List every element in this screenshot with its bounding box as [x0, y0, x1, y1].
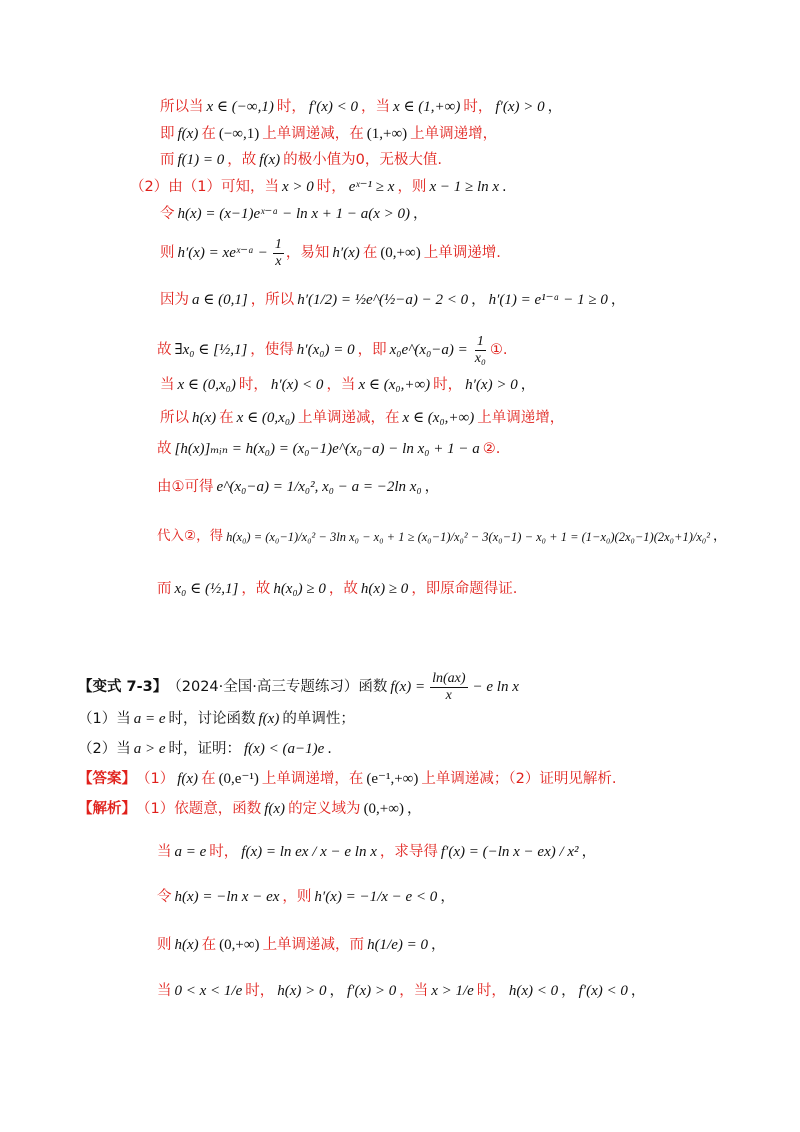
- math: f(x): [259, 152, 281, 168]
- solution-line: [157, 335, 508, 366]
- answer-line: [78, 772, 616, 787]
- text: 时，: [209, 844, 239, 861]
- denominator: x: [275, 254, 282, 269]
- math: (0,+∞): [363, 801, 404, 817]
- solution-line: [160, 411, 564, 426]
- math: f(x) =: [390, 679, 426, 695]
- math: f′(x) < 0: [578, 983, 628, 999]
- math: h(x₀) ≥ 0: [273, 581, 326, 597]
- text: 而: [157, 581, 172, 598]
- math: h′(x) > 0: [465, 377, 518, 393]
- text: 令: [160, 206, 175, 223]
- text: ，当: [326, 377, 356, 394]
- text: ，: [610, 292, 626, 309]
- text: ，当: [361, 99, 391, 116]
- text: 由①可得: [157, 479, 214, 496]
- text: ，使得: [250, 342, 294, 359]
- text: ，: [471, 292, 486, 309]
- math: f′(x) < 0: [308, 99, 359, 115]
- answer-label: 【答案】: [78, 771, 136, 788]
- text: ，故: [328, 581, 358, 598]
- text: 当: [157, 844, 172, 861]
- math: h(x) = (x−1)eˣ⁻ᵃ − ln x + 1 − a(x > 0): [177, 206, 411, 222]
- text: ，易知: [285, 245, 330, 262]
- math: x₀e^(x₀−a) =: [389, 342, 468, 358]
- text: 上单调递减；（2）证明见解析.: [421, 771, 617, 788]
- analysis-line: [157, 845, 596, 860]
- math: (0,+∞): [380, 245, 421, 261]
- text: 而: [160, 152, 175, 169]
- math: (−∞,1): [218, 126, 260, 142]
- numerator: ln(ax): [432, 671, 466, 686]
- math: f(1) = 0: [177, 152, 225, 168]
- text: 在: [362, 245, 378, 262]
- text: ，: [406, 801, 422, 818]
- text: ，即原命题得证.: [411, 581, 518, 598]
- text: （2024·全国·高三专题练习）函数: [167, 679, 388, 696]
- math: f(x): [264, 801, 286, 817]
- denominator: x₀: [474, 351, 486, 366]
- text: 的极小值为0，无极大值.: [283, 152, 442, 169]
- analysis-label: 【解析】: [78, 801, 136, 818]
- math: e^(x₀−a) = 1/x₀², x₀ − a = −2ln x₀: [216, 479, 422, 495]
- math: f(x) = ln ex / x − e ln x: [241, 844, 377, 860]
- fraction: [430, 672, 467, 703]
- math: (0,+∞): [219, 937, 260, 953]
- text: ，则: [282, 889, 312, 906]
- text: 上单调递减，在: [262, 126, 364, 143]
- analysis-line: [157, 938, 446, 953]
- text: 所以当: [160, 99, 204, 116]
- text: 在: [219, 410, 234, 427]
- text: ，: [547, 99, 563, 116]
- math: x ∈ (−∞,1): [206, 99, 274, 115]
- math: h(x) = −ln x − ex: [174, 889, 280, 905]
- math: x ∈ (0,x₀): [236, 410, 296, 426]
- math: h(1/e) = 0: [367, 937, 428, 953]
- text: 时，: [316, 179, 346, 196]
- text: 则: [157, 937, 172, 954]
- math: h(x) < 0: [508, 983, 559, 999]
- math: f(x): [258, 711, 280, 727]
- text: ，: [413, 206, 428, 223]
- numerator: 1: [274, 237, 282, 252]
- solution-line: [157, 582, 517, 597]
- math: a ∈ (0,1]: [192, 292, 248, 308]
- text: 时，讨论函数: [168, 711, 256, 728]
- numerator: 1: [476, 334, 484, 349]
- question-line: [78, 742, 332, 757]
- text: ，即: [357, 342, 387, 359]
- math: x₀ ∈ (½,1]: [174, 581, 239, 597]
- text: 时，: [245, 983, 275, 1000]
- math: h′(1/2) = ½e^(½−a) − 2 < 0: [297, 292, 469, 308]
- math: h(x): [174, 937, 199, 953]
- math: h′(x) < 0: [270, 377, 324, 393]
- text: 时，: [463, 99, 493, 116]
- text: 时，: [433, 377, 463, 394]
- math: h′(x) = −1/x − e < 0: [314, 889, 438, 905]
- math: [h(x)]ₘᵢₙ = h(x₀) = (x₀−1)e^(x₀−a) − ln x₀ + 1 − a: [174, 441, 480, 457]
- math: h′(x₀) = 0: [296, 342, 355, 358]
- math: f′(x) > 0: [347, 983, 397, 999]
- math: a = e: [174, 844, 207, 860]
- math: f(x) < (a−1)e: [244, 741, 325, 757]
- math: x ∈ (0,x₀): [177, 377, 236, 393]
- text: 在: [201, 771, 216, 788]
- solution-line: [160, 207, 428, 222]
- math: (e⁻¹,+∞): [366, 771, 419, 787]
- problem-header: [78, 672, 522, 703]
- text: （1）当: [78, 711, 131, 728]
- text: .: [502, 179, 507, 196]
- math: h(x): [192, 410, 217, 426]
- math: − e ln x: [472, 679, 519, 695]
- solution-line: [160, 238, 501, 269]
- text: 当: [160, 377, 175, 394]
- text: ①.: [489, 342, 508, 359]
- problem-label: 【变式 7-3】: [78, 679, 168, 696]
- analysis-line: [157, 984, 645, 999]
- text: 故: [157, 342, 172, 359]
- text: 时，证明：: [168, 741, 242, 758]
- text: 的定义域为: [288, 801, 361, 818]
- text: 当: [157, 983, 172, 1000]
- text: 上单调递减，而: [262, 937, 365, 954]
- text: ，则: [397, 179, 427, 196]
- text: ，故: [241, 581, 271, 598]
- math: a > e: [133, 741, 166, 757]
- solution-line: [157, 530, 726, 544]
- text: ，: [581, 844, 597, 861]
- text: 上单调递增，: [410, 126, 498, 143]
- fraction: [473, 335, 488, 366]
- text: 时，: [276, 99, 306, 116]
- denominator: x: [445, 688, 452, 703]
- math: ∃x₀ ∈ [½,1]: [174, 342, 248, 358]
- math: f(x): [177, 126, 199, 142]
- text: （2）当: [78, 741, 131, 758]
- math: h′(x) = xeˣ⁻ᵃ −: [177, 245, 268, 261]
- text: ，: [431, 937, 446, 954]
- text: 的单调性；: [282, 711, 355, 728]
- math: x ∈ (x₀,+∞): [402, 410, 475, 426]
- analysis-line: [78, 802, 421, 817]
- math: h′(1) = e¹⁻ᵃ − 1 ≥ 0: [488, 292, 608, 308]
- text: 上单调递增，在: [261, 771, 364, 788]
- solution-line: [160, 153, 442, 168]
- math: x > 1/e: [431, 983, 474, 999]
- solution-line: [160, 293, 625, 308]
- solution-line: [160, 378, 535, 393]
- text: ，故: [227, 152, 257, 169]
- text: 则: [160, 245, 175, 262]
- math: x − 1 ≥ ln x: [429, 179, 500, 195]
- text: 在: [201, 126, 216, 143]
- solution-line: [157, 480, 439, 495]
- text: ，: [424, 479, 440, 496]
- solution-line: [160, 100, 562, 115]
- text: 因为: [160, 292, 189, 309]
- analysis-line: [157, 890, 455, 905]
- math: f′(x) > 0: [495, 99, 545, 115]
- math: h(x₀) = (x₀−1)/x₀² − 3ln x₀ − x₀ + 1 ≥ (x₀−1)/x₀² − 3(x₀−1) − x₀ + 1 = (1−x₀)(2x₀−1)(2x₀+1)/x₀²: [226, 529, 710, 544]
- text: 上单调递减，在: [298, 410, 400, 427]
- math: h′(x): [332, 245, 360, 261]
- text: 时，: [476, 983, 506, 1000]
- solution-line: [157, 442, 500, 457]
- text: ，: [440, 889, 455, 906]
- math: x ∈ (1,+∞): [393, 99, 461, 115]
- math: x ∈ (x₀,+∞): [358, 377, 431, 393]
- math: x > 0: [281, 179, 314, 195]
- text: （1）: [136, 771, 175, 788]
- text: 上单调递增，: [477, 410, 565, 427]
- math: f′(x) = (−ln x − ex) / x²: [440, 844, 579, 860]
- solution-line: [160, 127, 497, 142]
- text: （1）依题意，函数: [136, 801, 262, 818]
- text: ，当: [399, 983, 429, 1000]
- text: 所以: [160, 410, 189, 427]
- text: ，: [630, 983, 646, 1000]
- text: 代入②，得: [157, 528, 224, 544]
- math: h(x) > 0: [277, 983, 327, 999]
- text: 令: [157, 889, 172, 906]
- text: 故: [157, 441, 172, 458]
- text: ，求导得: [379, 844, 438, 861]
- question-line: [78, 712, 355, 727]
- text: ，: [561, 983, 576, 1000]
- solution-line: [130, 180, 507, 195]
- text: .: [327, 741, 332, 758]
- math: 0 < x < 1/e: [174, 983, 243, 999]
- text: ，: [712, 528, 727, 544]
- math: f(x): [177, 771, 199, 787]
- text: （2）由（1）可知，当: [130, 179, 279, 196]
- math: (1,+∞): [366, 126, 408, 142]
- text: ，: [329, 983, 345, 1000]
- text: 上单调递增.: [423, 245, 501, 262]
- math: (0,e⁻¹): [218, 771, 259, 787]
- text: ②.: [482, 441, 501, 458]
- text: 即: [160, 126, 175, 143]
- math: h(x) ≥ 0: [360, 581, 409, 597]
- math: eˣ⁻¹ ≥ x: [348, 179, 395, 195]
- fraction: [273, 238, 284, 269]
- text: ，所以: [250, 292, 295, 309]
- text: 时，: [238, 377, 268, 394]
- text: 在: [201, 937, 217, 954]
- math: a = e: [133, 711, 166, 727]
- text: ，: [520, 377, 536, 394]
